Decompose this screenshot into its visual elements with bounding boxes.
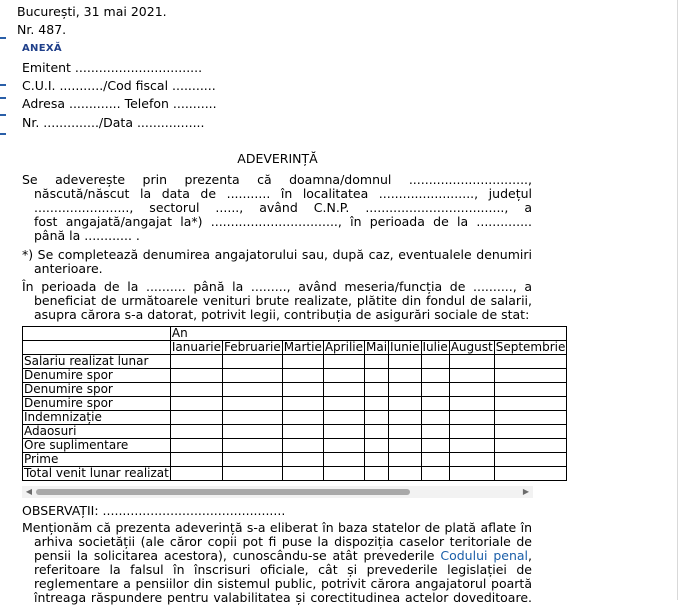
row-label: Total venit lunar realizat <box>24 466 169 480</box>
paragraph-line: până la ............ . <box>34 228 140 243</box>
nr-date-line: Nr. ............../Data ................. <box>22 115 205 130</box>
row-label: Salariu realizat lunar <box>23 355 171 369</box>
table-row <box>23 411 567 425</box>
row-label: Adaosuri <box>23 425 171 439</box>
row-label: Denumire spor <box>23 397 171 411</box>
month-header: Aprilie <box>324 340 363 354</box>
income-table <box>22 326 567 481</box>
month-header: Iulie <box>422 340 448 354</box>
row-label: Ore suplimentare <box>23 439 171 453</box>
table-month-row <box>23 341 567 355</box>
paragraph-line: reglementare a pensiilor din sistemul public, potrivit cărora angajatorul poartă <box>34 576 532 591</box>
place-date: București, 31 mai 2021. <box>17 4 167 19</box>
paragraph-line: născută/născut la data de ........... în localitatea ........................, județul <box>34 186 532 201</box>
table-year-row <box>23 327 567 341</box>
scroll-right-arrow-icon[interactable]: ▶ <box>522 487 530 496</box>
paragraph-line: arhiva societății (ale căror copii pot fi puse la dispoziția caselor teritoriale de <box>34 534 532 549</box>
month-header: August <box>450 340 493 354</box>
codul-penal-link[interactable]: Codului penal <box>440 548 529 563</box>
paragraph-line: ........................, sectorul ......, având C.N.P. ..................................., a <box>34 200 532 215</box>
table-corner-cell <box>23 341 171 355</box>
footnote-line: *) Se completează denumirea angajatorului sau, după caz, eventualele denumiri <box>22 247 532 262</box>
row-label: Denumire spor <box>23 383 171 397</box>
observations-line: OBSERVAȚII: .............................................. <box>22 503 286 518</box>
paragraph-line: întreaga răspundere pentru valabilitatea și corectitudinea actelor doveditoare. <box>34 590 532 605</box>
month-header: Februarie <box>223 340 281 354</box>
edge-marker <box>0 114 6 116</box>
left-edge-markers <box>0 0 8 600</box>
document-number: Nr. 487. <box>17 22 67 37</box>
paragraph-line: În perioada de la .......... până la ........., având meseria/funcția de .........., a <box>22 279 532 294</box>
footnote-line: anterioare. <box>34 261 103 276</box>
paragraph-line <box>34 549 532 563</box>
paragraph-line: fost angajată/angajat la*) ................................, în perioada de la .............. <box>34 214 532 229</box>
edge-marker <box>0 133 6 135</box>
row-label: Denumire spor <box>23 369 171 383</box>
month-header: Martie <box>283 340 322 354</box>
row-label: Prime <box>23 453 171 467</box>
edge-marker <box>0 37 6 39</box>
paragraph-text: , <box>528 548 532 563</box>
address-line: Adresa ............. Telefon ........... <box>22 96 217 111</box>
scrollbar-thumb[interactable] <box>36 489 410 495</box>
edge-marker <box>0 84 6 86</box>
paragraph-text: pensii la solicitarea acestora), cunoscându-se atât prevederile <box>34 548 441 563</box>
page-right-border <box>677 0 678 600</box>
table-row <box>23 369 567 383</box>
row-label: Indemnizație <box>23 411 171 425</box>
cui-line: C.U.I. .........../Cod fiscal ........... <box>22 78 216 93</box>
table-row <box>23 383 567 397</box>
paragraph-line: referitoare la falsul în înscrisuri oficiale, cât și prevederile legislației de <box>34 562 532 577</box>
table-row <box>23 439 567 453</box>
table-row <box>23 453 567 467</box>
paragraph-line: Menționăm că prezenta adeverință s-a eliberat în baza statelor de plată aflate în <box>22 520 532 535</box>
table-row <box>23 425 567 439</box>
month-header: Mai <box>366 340 388 354</box>
scroll-left-arrow-icon[interactable]: ◀ <box>25 487 33 496</box>
paragraph-line: beneficiat de următoarele venituri brute realizate, plătite din fondul de salarii, <box>34 293 532 308</box>
document-title: ADEVERINȚĂ <box>237 151 318 166</box>
table-horizontal-scrollbar[interactable] <box>22 486 533 498</box>
paragraph-line: Se adeverește prin prezenta că doamna/domnul .............................., <box>22 172 532 187</box>
month-header: Iunie <box>390 340 420 354</box>
income-table-viewport[interactable] <box>22 326 566 485</box>
month-header: Ianuarie <box>171 340 221 354</box>
year-header: An <box>170 327 567 341</box>
month-header: Septembrie <box>495 340 566 354</box>
emitent-line: Emitent ................................ <box>22 60 203 75</box>
table-row <box>23 355 567 369</box>
table-corner-cell <box>23 327 171 341</box>
table-row <box>23 397 567 411</box>
edge-marker <box>0 97 6 99</box>
anexa-label: ANEXĂ <box>22 43 62 54</box>
table-row <box>23 467 567 481</box>
paragraph-line: asupra cărora s-a datorat, potrivit legii, contribuția de asigurări sociale de stat: <box>34 307 530 322</box>
